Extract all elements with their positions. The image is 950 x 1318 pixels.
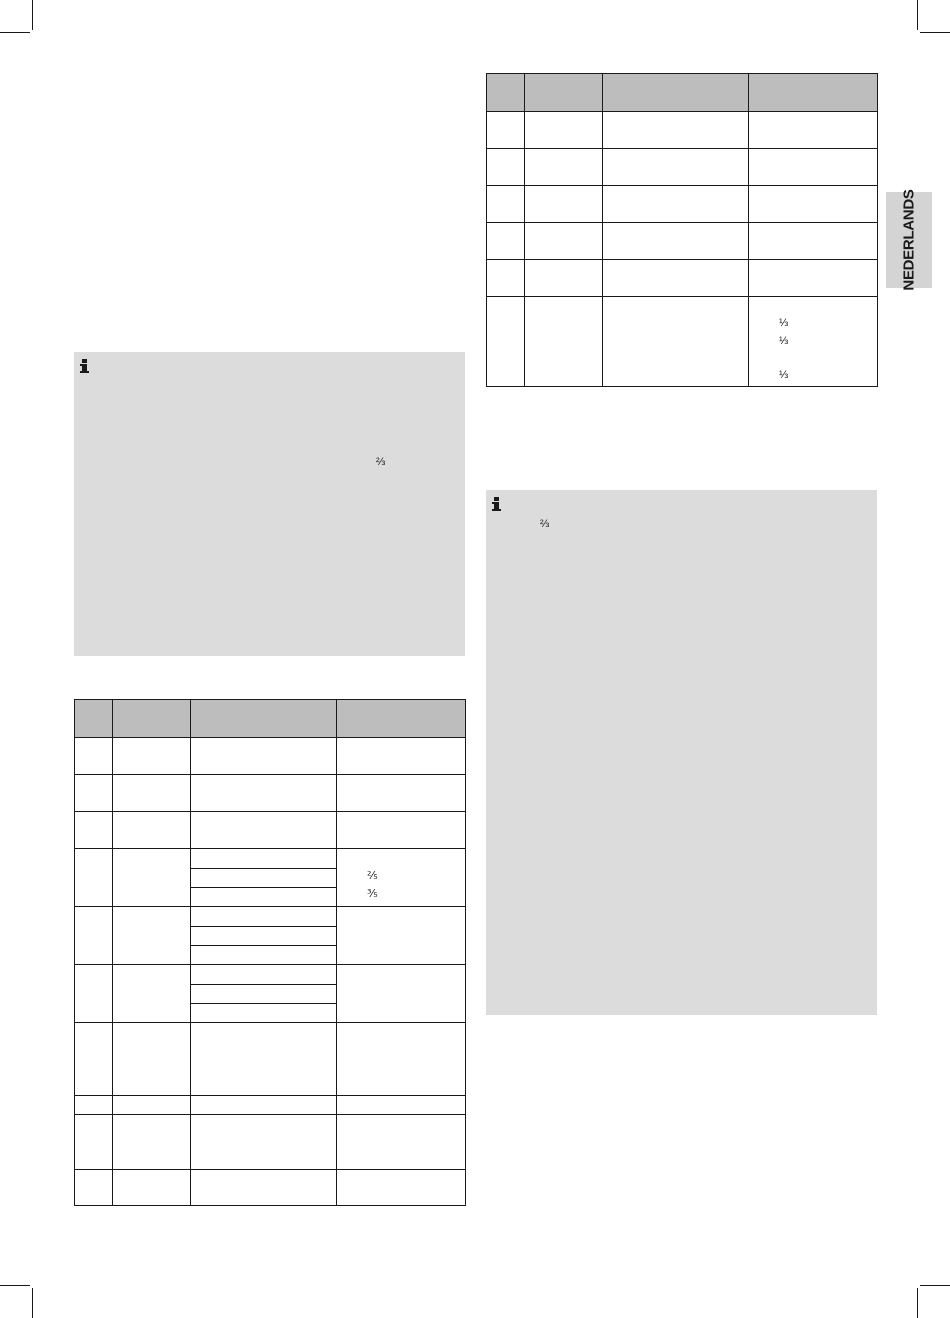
table-cell <box>337 738 466 775</box>
table-cell <box>337 775 466 812</box>
table-cell <box>749 260 878 297</box>
table-row <box>75 775 466 812</box>
table-row <box>487 297 878 387</box>
table-cell <box>603 297 749 387</box>
table-cell <box>525 260 603 297</box>
fraction-text: ⅔ <box>540 518 550 530</box>
table-cell <box>525 186 603 223</box>
table-cell <box>191 738 337 775</box>
fraction-text: ⅓ <box>779 317 789 329</box>
sub-row <box>191 984 336 1003</box>
table-cell <box>337 1096 466 1115</box>
table-cell <box>191 812 337 849</box>
table-cell <box>113 738 191 775</box>
info-box-right <box>486 490 877 1015</box>
table-cell <box>603 223 749 260</box>
table-cell <box>75 965 113 1023</box>
fraction-text: ⅔ <box>376 456 386 468</box>
crop-mark <box>920 1285 950 1286</box>
table-cell <box>191 775 337 812</box>
fraction-text: ⅓ <box>779 369 789 381</box>
table-cell <box>487 149 525 186</box>
sub-row <box>191 849 336 868</box>
table-cell <box>113 965 191 1023</box>
sub-row <box>191 965 336 984</box>
table-cell <box>337 1170 466 1206</box>
header-cell <box>75 700 113 738</box>
table-cell <box>113 1096 191 1115</box>
sub-row <box>191 926 336 945</box>
table-cell <box>113 849 191 907</box>
sub-row <box>191 868 336 887</box>
table-cell <box>75 1096 113 1115</box>
table-cell <box>75 849 113 907</box>
table-row <box>75 965 466 1023</box>
table-cell <box>191 1023 337 1096</box>
crop-mark <box>0 32 30 33</box>
info-icon <box>78 358 92 374</box>
table-row <box>75 1096 466 1115</box>
header-cell <box>487 74 525 112</box>
table-cell <box>113 775 191 812</box>
table-row <box>75 738 466 775</box>
table-cell <box>113 812 191 849</box>
table-row <box>487 149 878 186</box>
table-cell <box>75 812 113 849</box>
table-cell <box>525 297 603 387</box>
language-tab-label: NEDERLANDS <box>900 189 918 291</box>
table-cell <box>337 965 466 1023</box>
table-cell <box>749 112 878 149</box>
table-cell <box>337 1023 466 1096</box>
crop-mark <box>917 0 918 30</box>
table-row <box>487 260 878 297</box>
table-cell <box>75 775 113 812</box>
table-header-row <box>75 700 466 738</box>
table-cell <box>487 260 525 297</box>
table-cell <box>525 149 603 186</box>
crop-mark <box>920 32 950 33</box>
table-cell <box>75 907 113 965</box>
crop-mark <box>32 1288 33 1318</box>
table-cell <box>603 260 749 297</box>
table-row <box>75 812 466 849</box>
table-cell <box>75 738 113 775</box>
language-side-tab <box>886 189 932 291</box>
table-cell <box>487 112 525 149</box>
fraction-text: ⅖ <box>367 870 378 882</box>
table-cell <box>603 149 749 186</box>
table-cell <box>113 1115 191 1170</box>
crop-mark <box>32 0 33 30</box>
table-row <box>487 223 878 260</box>
table-cell <box>75 1023 113 1096</box>
sub-row <box>191 907 336 926</box>
table-cell <box>191 1115 337 1170</box>
header-cell <box>525 74 603 112</box>
table-cell <box>191 849 337 907</box>
table-cell <box>487 223 525 260</box>
table-cell <box>749 297 878 387</box>
table-cell <box>337 849 466 907</box>
table-left <box>74 699 466 1206</box>
table-cell <box>191 907 337 965</box>
table-header-row <box>487 74 878 112</box>
table-row <box>75 907 466 965</box>
table-row <box>75 1115 466 1170</box>
table-cell <box>113 1170 191 1206</box>
table-cell <box>337 907 466 965</box>
table-cell <box>191 965 337 1023</box>
table-cell <box>749 186 878 223</box>
table-cell <box>603 112 749 149</box>
table-row <box>487 186 878 223</box>
table-cell <box>113 1023 191 1096</box>
table-cell <box>337 1115 466 1170</box>
table-row <box>75 1023 466 1096</box>
table-cell <box>191 1170 337 1206</box>
crop-mark <box>917 1288 918 1318</box>
table-cell <box>337 812 466 849</box>
fraction-text: ⅓ <box>779 335 789 347</box>
table-cell <box>487 297 525 387</box>
table-right <box>486 73 878 387</box>
fraction-text: ⅗ <box>367 888 378 900</box>
info-icon <box>490 496 504 512</box>
header-cell <box>191 700 337 738</box>
sub-row <box>191 1003 336 1022</box>
table-cell <box>749 149 878 186</box>
table-cell <box>525 223 603 260</box>
sub-row <box>191 945 336 964</box>
table-row <box>487 112 878 149</box>
table-row <box>75 849 466 907</box>
table-cell <box>487 186 525 223</box>
table-cell <box>749 223 878 260</box>
crop-mark <box>0 1285 30 1286</box>
sub-row <box>191 887 336 906</box>
info-box-left <box>74 352 465 656</box>
header-cell <box>113 700 191 738</box>
table-cell <box>75 1170 113 1206</box>
table-cell <box>191 1096 337 1115</box>
table-row <box>75 1170 466 1206</box>
header-cell <box>749 74 878 112</box>
header-cell <box>337 700 466 738</box>
table-cell <box>603 186 749 223</box>
header-cell <box>603 74 749 112</box>
table-cell <box>525 112 603 149</box>
table-cell <box>113 907 191 965</box>
table-cell <box>75 1115 113 1170</box>
